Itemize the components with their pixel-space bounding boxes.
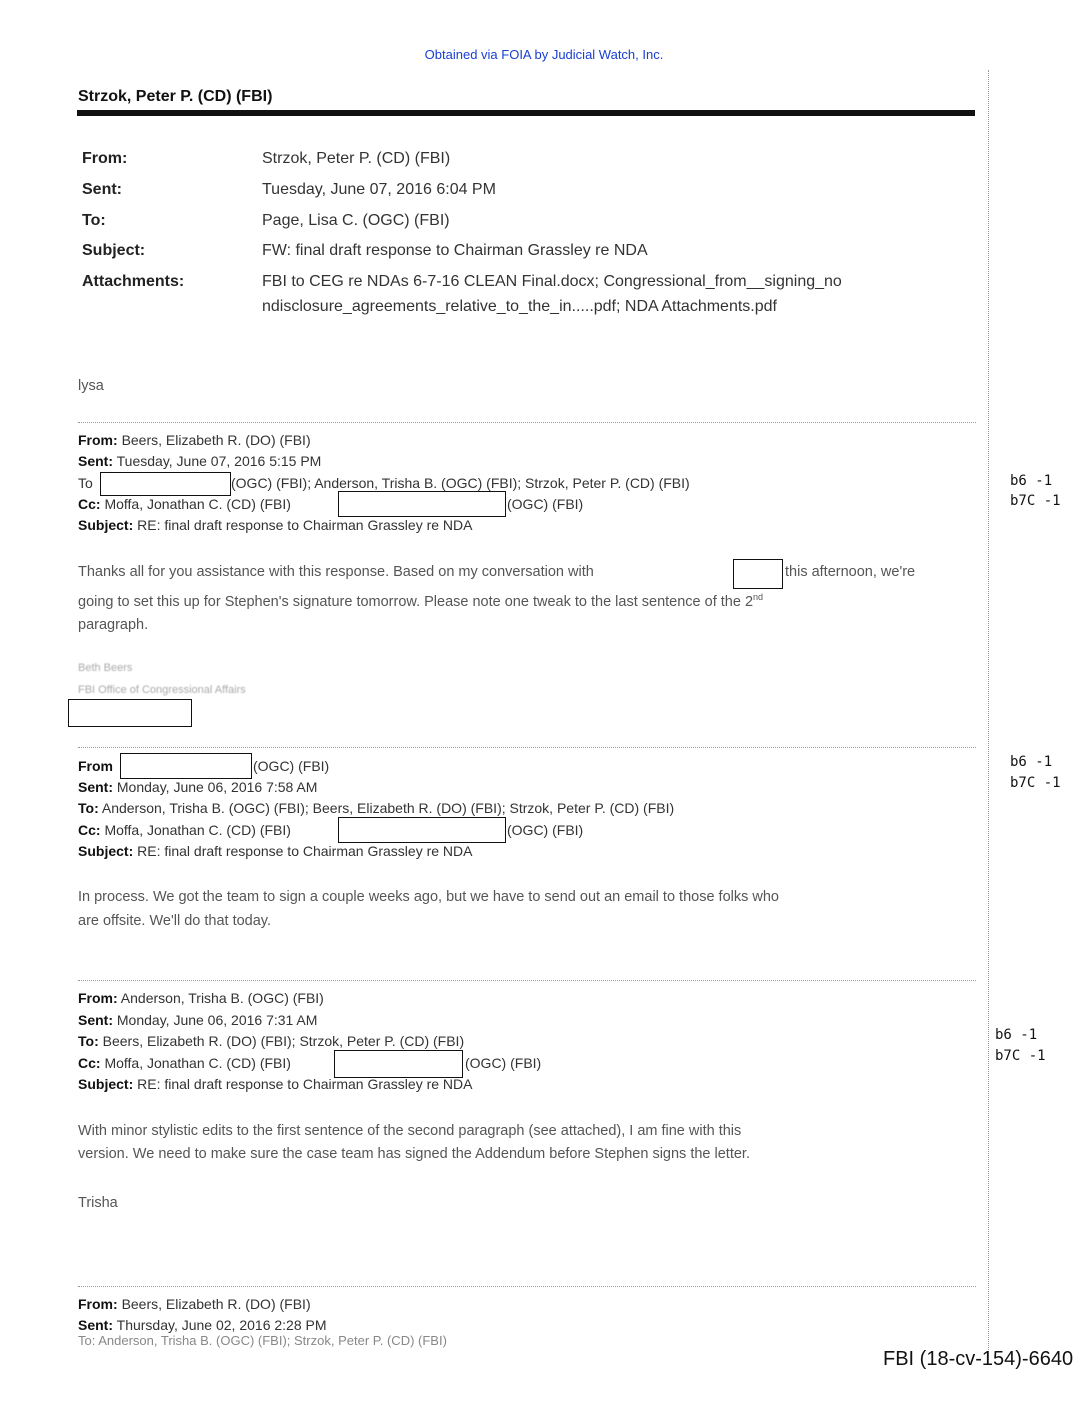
msg1-body-1b: this afternoon, we're [785, 564, 916, 580]
msg1-cc: Cc: Moffa, Jonathan C. (CD) (FBI) [78, 496, 291, 512]
msg1-sent: Sent: Tuesday, June 07, 2016 5:15 PM [78, 453, 322, 469]
attachments-line-2: ndisclosure_agreements_relative_to_the_in.....pdf; NDA Attachments.pdf [262, 298, 777, 315]
redaction-box [68, 699, 192, 727]
msg3-cc: Cc: Moffa, Jonathan C. (CD) (FBI) [78, 1055, 291, 1071]
from-label: From: [82, 150, 128, 167]
msg1-cc-b: (OGC) (FBI) [507, 496, 584, 512]
exemption-b7c: b7C -1 [1010, 493, 1061, 509]
msg2-sent: Sent: Monday, June 06, 2016 7:58 AM [78, 779, 318, 795]
to-value: Page, Lisa C. (OGC) (FBI) [262, 212, 450, 229]
exemption-b6: b6 -1 [1010, 754, 1053, 770]
msg2-body-1: In process. We got the team to sign a couple weeks ago, but we have to send out an email to those folks who [78, 889, 779, 905]
redaction-box [338, 817, 506, 843]
msg2-subject: Subject: RE: final draft response to Chairman Grassley re NDA [78, 843, 473, 859]
exemption-b7c: b7C -1 [1010, 775, 1061, 791]
exemption-b7c: b7C -1 [995, 1048, 1046, 1064]
subject-value: FW: final draft response to Chairman Grassley re NDA [262, 242, 648, 259]
redaction-box [100, 472, 231, 496]
greeting: lysa [78, 378, 104, 394]
msg2-from-label: From [78, 758, 113, 774]
redaction-box [334, 1050, 463, 1078]
bates-number: FBI (18-cv-154)-6640 [883, 1348, 1074, 1370]
msg3-from: From: Anderson, Trisha B. (OGC) (FBI) [78, 990, 324, 1006]
msg3-to: To: Beers, Elizabeth R. (DO) (FBI); Strzok, Peter P. (CD) (FBI) [78, 1033, 465, 1049]
sent-value: Tuesday, June 07, 2016 6:04 PM [262, 181, 496, 198]
message-separator [78, 1286, 976, 1287]
msg1-body-3: paragraph. [78, 617, 149, 633]
redaction-box [120, 753, 252, 779]
msg4-cut-line: To: Anderson, Trisha B. (OGC) (FBI); Strzok, Peter P. (CD) (FBI) [78, 1333, 447, 1348]
exemption-b6: b6 -1 [1010, 473, 1053, 489]
msg1-subject: Subject: RE: final draft response to Chairman Grassley re NDA [78, 517, 473, 533]
message-separator [78, 747, 976, 748]
msg2-to: To: Anderson, Trisha B. (OGC) (FBI); Beers, Elizabeth R. (DO) (FBI); Strzok, Peter P. (CD) (FBI) [78, 800, 675, 816]
msg1-from: From: Beers, Elizabeth R. (DO) (FBI) [78, 432, 311, 448]
foia-banner: Obtained via FOIA by Judicial Watch, Inc. [424, 47, 664, 62]
msg3-body-1: With minor stylistic edits to the first sentence of the second paragraph (see attached), I am fine with this [78, 1123, 742, 1139]
msg1-to-label: To [78, 475, 93, 491]
attachments-label: Attachments: [82, 273, 185, 290]
msg1-body-2: going to set this up for Stephen's signature tomorrow. Please note one tweak to the last sentence of the 2nd [78, 592, 764, 610]
msg3-sent: Sent: Monday, June 06, 2016 7:31 AM [78, 1012, 318, 1028]
attachments-line-1: FBI to CEG re NDAs 6-7-16 CLEAN Final.docx; Congressional_from__signing_no [262, 273, 842, 290]
message-separator [78, 422, 976, 423]
msg2-body-2: are offsite. We'll do that today. [78, 913, 271, 929]
msg1-body-1a: Thanks all for you assistance with this response. Based on my conversation with [78, 564, 594, 580]
msg2-cc: Cc: Moffa, Jonathan C. (CD) (FBI) [78, 822, 291, 838]
redaction-box [733, 559, 783, 589]
message-separator [78, 980, 976, 981]
msg3-signature: Trisha [78, 1195, 118, 1211]
sent-label: Sent: [82, 181, 122, 198]
msg3-body-2: version. We need to make sure the case team has signed the Addendum before Stephen signs the letter. [78, 1146, 750, 1162]
owner-divider [77, 110, 975, 116]
msg1-signature-2: FBI Office of Congressional Affairs [78, 684, 246, 696]
msg3-subject: Subject: RE: final draft response to Chairman Grassley re NDA [78, 1076, 473, 1092]
msg3-cc-b: (OGC) (FBI) [465, 1055, 542, 1071]
margin-divider [988, 70, 989, 1360]
msg4-sent: Sent: Thursday, June 02, 2016 2:28 PM [78, 1317, 327, 1333]
subject-label: Subject: [82, 242, 146, 259]
msg2-cc-b: (OGC) (FBI) [507, 822, 584, 838]
to-label: To: [82, 212, 106, 229]
redaction-box [338, 491, 506, 517]
msg4-from: From: Beers, Elizabeth R. (DO) (FBI) [78, 1296, 311, 1312]
mailbox-owner: Strzok, Peter P. (CD) (FBI) [78, 88, 273, 105]
msg1-signature-1: Beth Beers [78, 662, 133, 674]
exemption-b6: b6 -1 [995, 1027, 1038, 1043]
from-value: Strzok, Peter P. (CD) (FBI) [262, 150, 451, 167]
msg2-from: (OGC) (FBI) [253, 758, 330, 774]
msg1-to: (OGC) (FBI); Anderson, Trisha B. (OGC) (FBI); Strzok, Peter P. (CD) (FBI) [231, 475, 690, 491]
